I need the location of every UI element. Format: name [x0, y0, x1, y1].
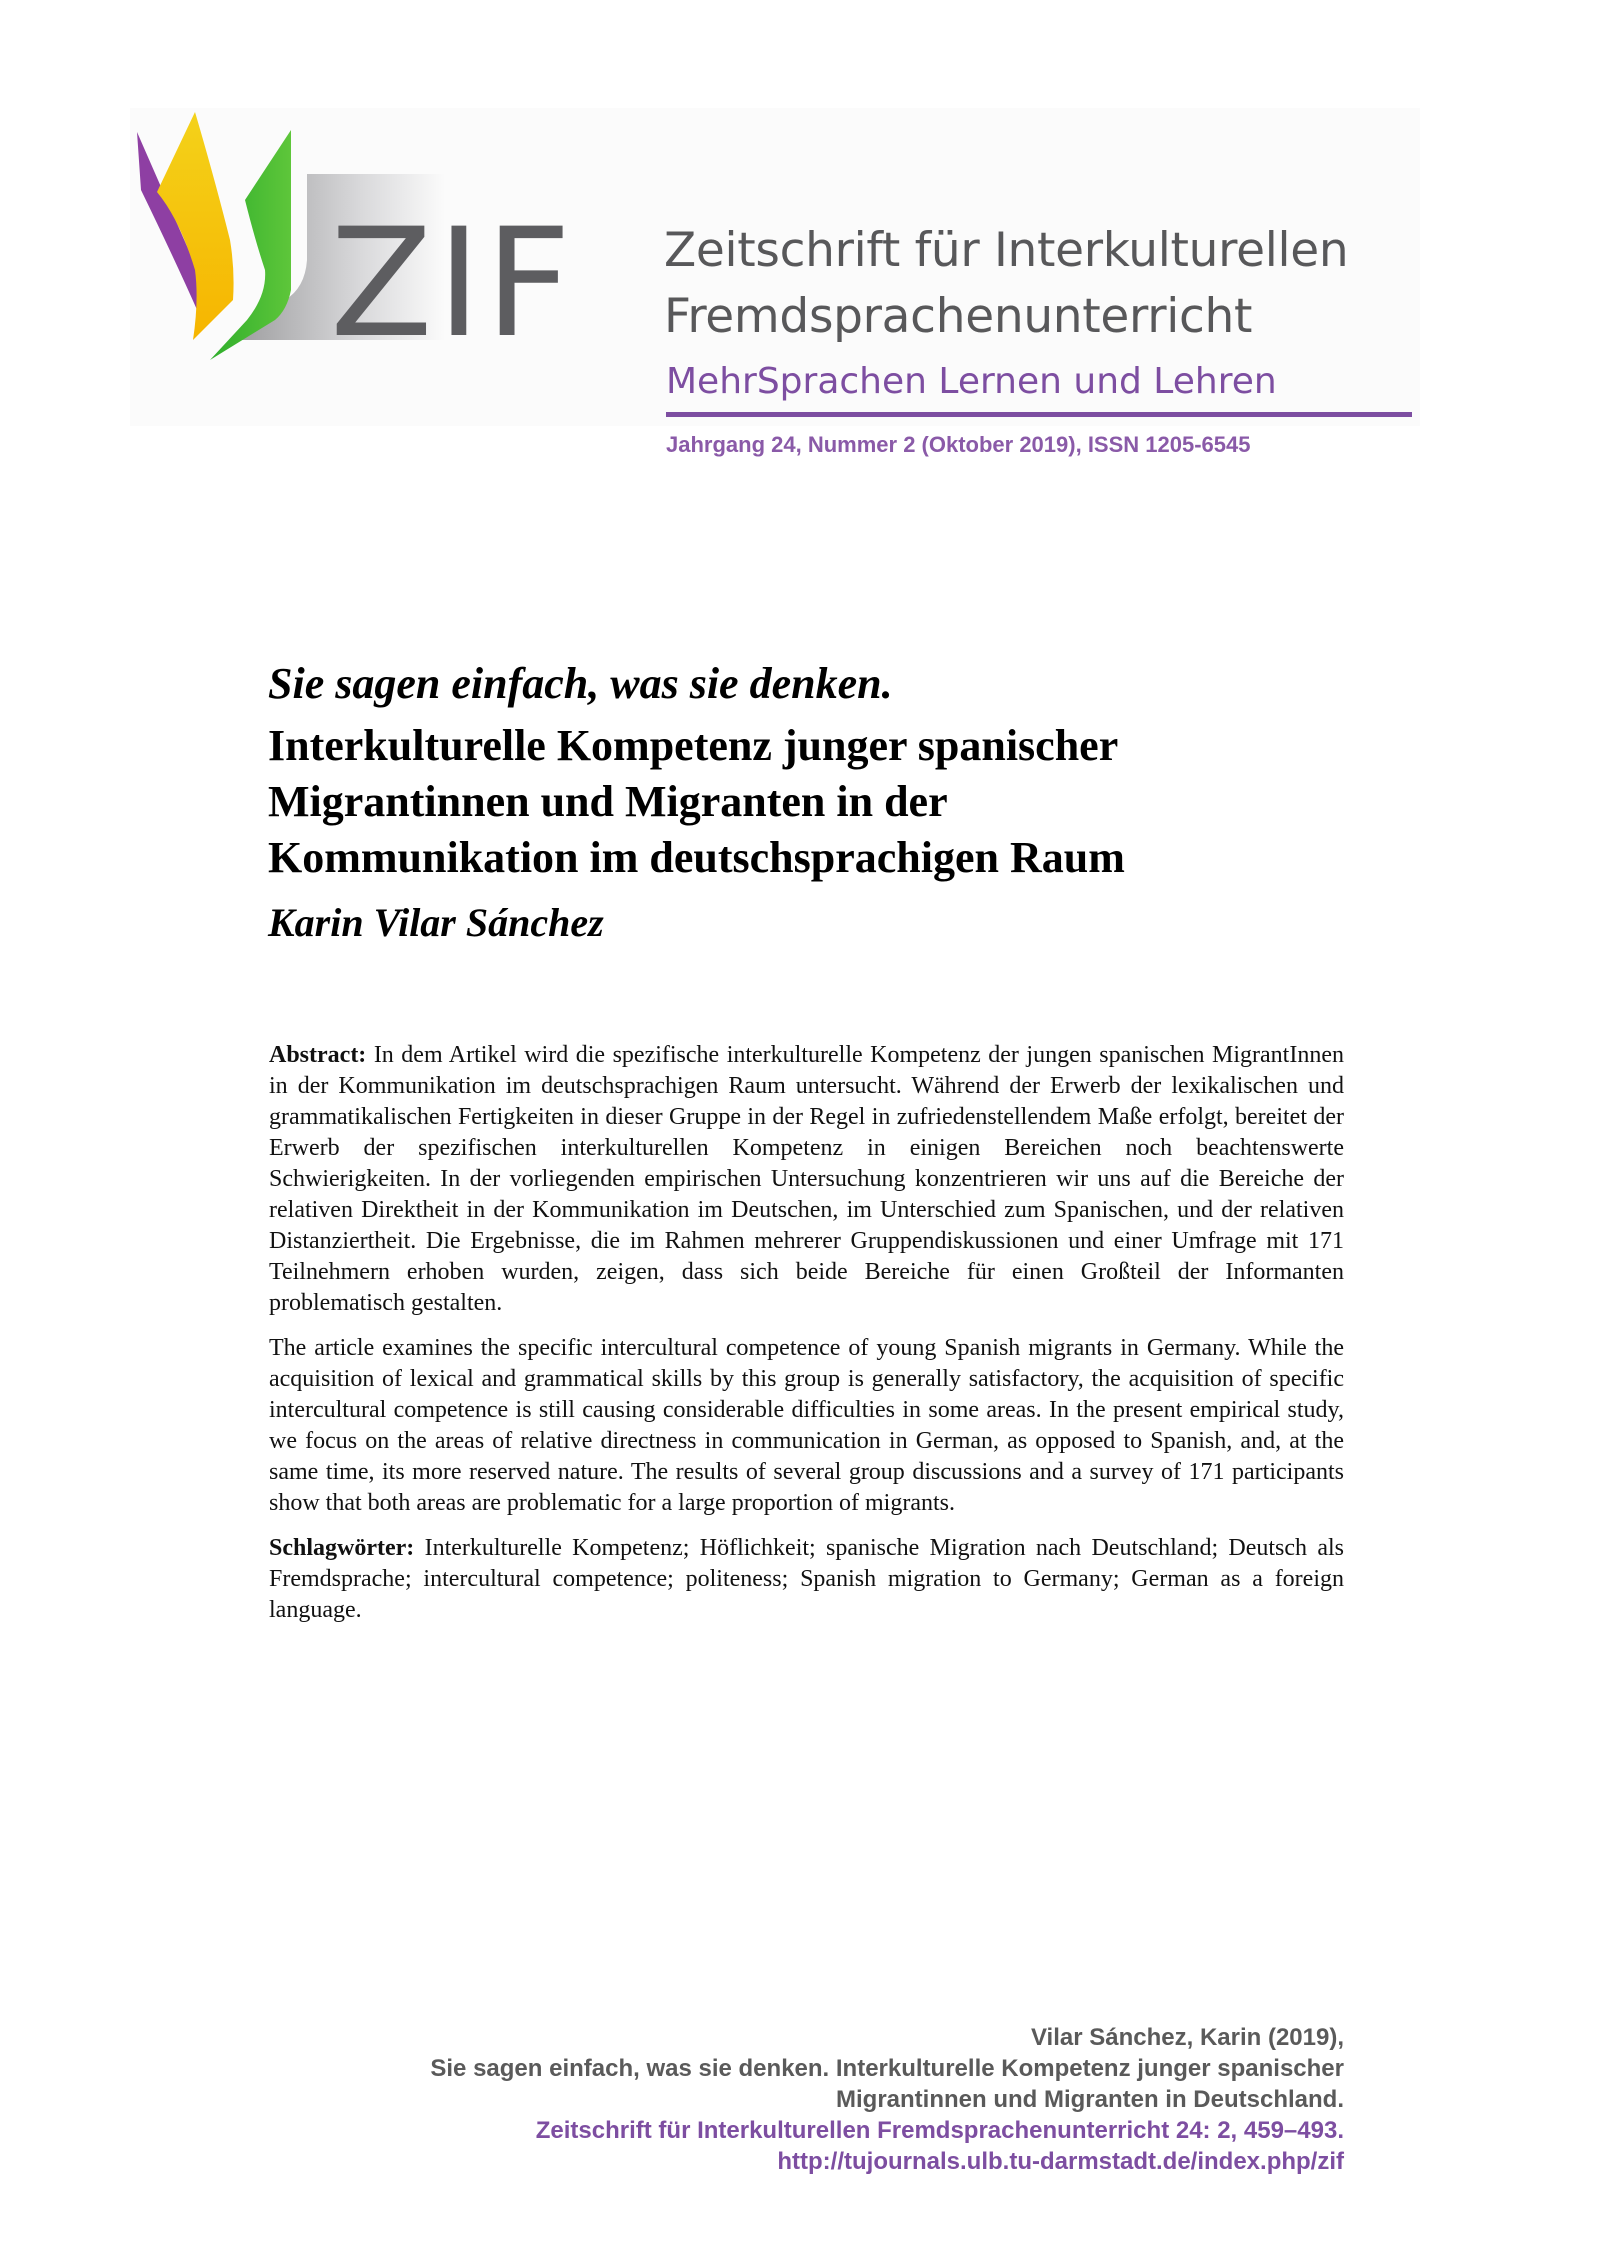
- citation-journal: Zeitschrift für Interkulturellen Fremdsprachenunterricht 24: 2, 459–493.: [535, 2117, 1344, 2144]
- abstract-label: Abstract:: [269, 1042, 367, 1068]
- article-title-line: Interkulturelle Kompetenz junger spanischer: [268, 721, 1119, 770]
- article-title-line: Kommunikation im deutschsprachigen Raum: [268, 833, 1125, 882]
- article-subtitle: Sie sagen einfach, was sie denken.: [268, 659, 893, 708]
- header-divider: [666, 412, 1412, 417]
- issue-info: Jahrgang 24, Nummer 2 (Oktober 2019), ISSN 1205-6545: [666, 432, 1251, 457]
- abstract-section: [269, 1040, 1344, 1640]
- zif-logo: [135, 110, 575, 380]
- article-author: Karin Vilar Sánchez: [268, 900, 604, 945]
- citation-author: Vilar Sánchez, Karin (2019),: [1030, 2024, 1344, 2051]
- keywords-text: Interkulturelle Kompetenz; Höflichkeit; spanische Migration nach Deutschland; Deutsch als Fremdsprache; intercultural competence; politeness; Spanish migration to Germany; German as a foreign language.: [269, 1535, 1344, 1623]
- citation-title-line2: Migrantinnen und Migranten in Deutschland.: [836, 2086, 1344, 2113]
- abstract-english: The article examines the specific intercultural competence of young Spanish migrants in Germany. While the acquisition of lexical and grammatical skills by this group is generally satisfactory, the acquisition of specific intercultural competence is still causing considerable difficulties in some areas. In the present empirical study, we focus on the areas of relative directness in communication in German, as opposed to Spanish, and, at the same time, its more reserved nature. The results of several group discussions and a survey of 171 participants show that both areas are problematic for a large proportion of migrants.: [269, 1335, 1344, 1516]
- journal-title: [664, 218, 1348, 350]
- journal-title-line2: Fremdsprachenunterricht: [664, 289, 1253, 344]
- keywords: [269, 1533, 1344, 1626]
- citation-url-link[interactable]: http://tujournals.ulb.tu-darmstadt.de/index.php/zif: [777, 2148, 1344, 2175]
- series-title: MehrSprachen Lernen und Lehren: [666, 361, 1277, 402]
- abstract-german-text: In dem Artikel wird die spezifische interkulturelle Kompetenz der jungen spanischen MigrantInnen in der Kommunikation im deutschsprachigen Raum untersucht. Während der Erwerb der lexikalischen und grammatikalischen Fertigkeiten in dieser Gruppe in der Regel in zufriedenstellendem Maße erfolgt, bereitet der Erwerb der spezifischen interkulturellen Kompetenz in einigen Bereichen noch beachtenswerte Schwierigkeiten. In der vorliegenden empirischen Untersuchung konzentrieren wir uns auf die Bereiche der relativen Direktheit in der Kommunikation im Deutschen, im Unterschied zum Spanischen, und der relativen Distanziertheit. Die Ergebnisse, die im Rahmen mehrerer Gruppendiskussionen und einer Umfrage mit 171 Teilnehmern erhoben wurden, zeigen, dass sich beide Bereiche für einen Großteil der Informanten problematisch gestalten.: [269, 1042, 1344, 1316]
- abstract-german: [269, 1040, 1344, 1319]
- article-title-block: [268, 656, 1368, 950]
- journal-title-line1: Zeitschrift für Interkulturellen: [664, 223, 1349, 278]
- logo-zif-text: ZIF: [330, 197, 575, 371]
- article-title-line: Migrantinnen und Migranten in der: [268, 777, 948, 826]
- citation-title-line1: Sie sagen einfach, was sie denken. Interkulturelle Kompetenz junger spanischer: [430, 2055, 1344, 2082]
- citation-block: [244, 2022, 1344, 2177]
- keywords-label: Schlagwörter:: [269, 1535, 415, 1561]
